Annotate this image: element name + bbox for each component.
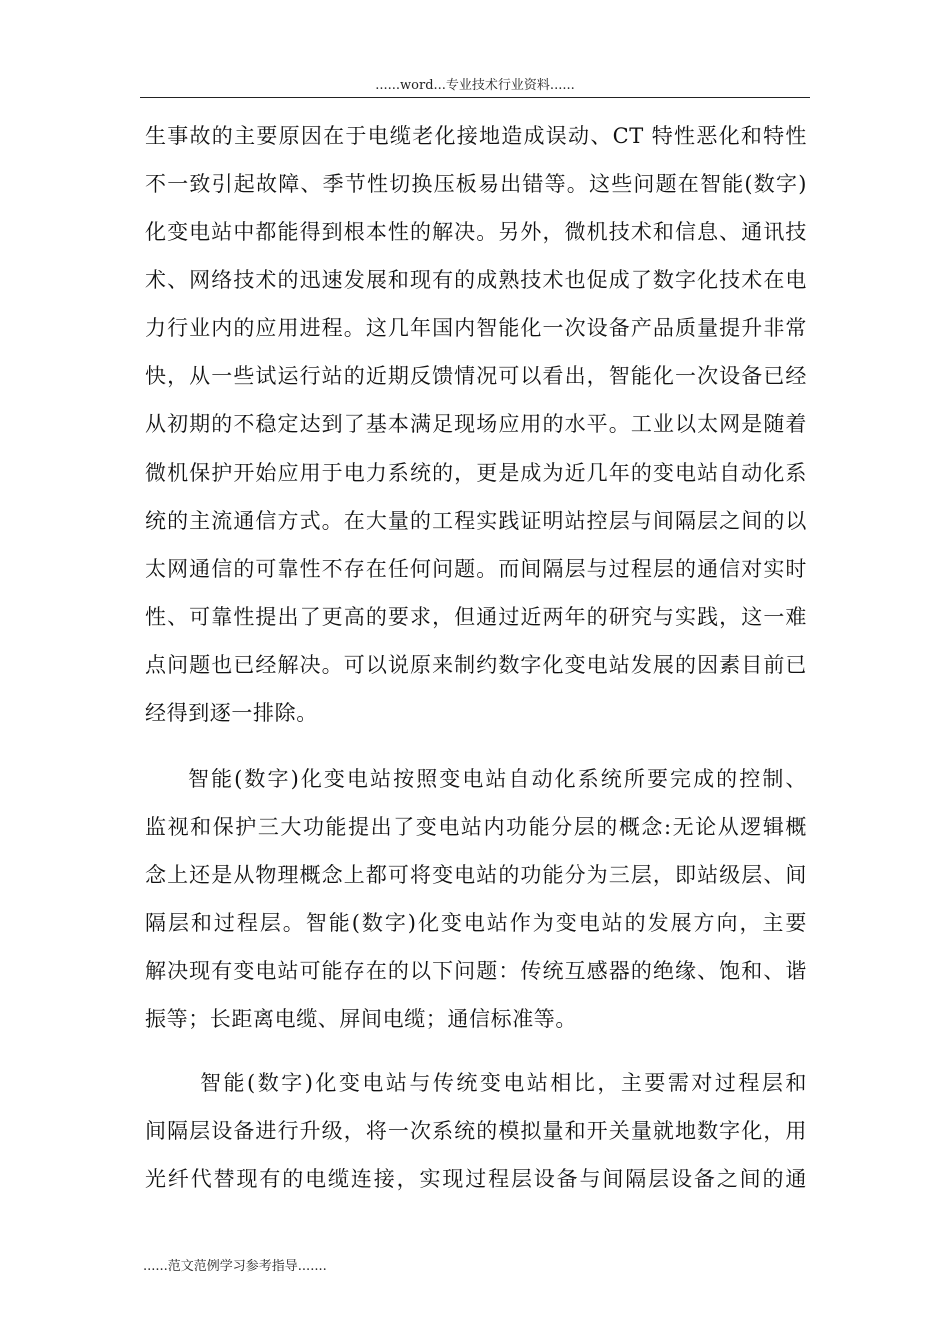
text-line: 微机保护开始应用于电力系统的，更是成为近几年的变电站自动化系: [145, 461, 807, 485]
page-header: ......word...专业技术行业资料......: [375, 78, 575, 93]
text-line: 从初期的不稳定达到了基本满足现场应用的水平。工业以太网是随着: [145, 412, 807, 436]
text-line: 振等；长距离电缆、屏间电缆；通信标准等。: [145, 1007, 577, 1031]
text-line: 快，从一些试运行站的近期反馈情况可以看出，智能化一次设备已经: [145, 364, 807, 388]
text-line: 智能(数字)化变电站与传统变电站相比，主要需对过程层和: [200, 1071, 807, 1095]
page-footer: ......范文范例学习参考指导.......: [143, 1259, 327, 1274]
text-line: 化变电站中都能得到根本性的解决。另外，微机技术和信息、通讯技: [145, 220, 807, 244]
text-line: 不一致引起故障、季节性切换压板易出错等。这些问题在智能(数字): [145, 172, 807, 196]
text-line: 性、可靠性提出了更高的要求，但通过近两年的研究与实践，这一难: [145, 605, 807, 629]
text-line: 术、网络技术的迅速发展和现有的成熟技术也促成了数字化技术在电: [145, 268, 807, 292]
text-line: 经得到逐一排除。: [145, 701, 318, 725]
text-line: 监视和保护三大功能提出了变电站内功能分层的概念:无论从逻辑概: [145, 815, 807, 839]
text-line: 统的主流通信方式。在大量的工程实践证明站控层与间隔层之间的以: [145, 509, 807, 533]
text-line: 太网通信的可靠性不存在任何问题。而间隔层与过程层的通信对实时: [145, 557, 807, 581]
header-divider: [140, 97, 810, 98]
text-line: 力行业内的应用进程。这几年国内智能化一次设备产品质量提升非常: [145, 316, 807, 340]
text-line: 间隔层设备进行升级，将一次系统的模拟量和开关量就地数字化，用: [145, 1119, 807, 1143]
text-line: 解决现有变电站可能存在的以下问题：传统互感器的绝缘、饱和、谐: [145, 959, 807, 983]
text-line: 智能(数字)化变电站按照变电站自动化系统所要完成的控制、: [188, 767, 807, 791]
text-line: 念上还是从物理概念上都可将变电站的功能分为三层，即站级层、间: [145, 863, 807, 887]
text-line: 光纤代替现有的电缆连接，实现过程层设备与间隔层设备之间的通: [145, 1167, 807, 1191]
text-line: 生事故的主要原因在于电缆老化接地造成误动、CT 特性恶化和特性: [145, 124, 807, 148]
text-line: 点问题也已经解决。可以说原来制约数字化变电站发展的因素目前已: [145, 653, 807, 677]
text-line: 隔层和过程层。智能(数字)化变电站作为变电站的发展方向，主要: [145, 911, 807, 935]
